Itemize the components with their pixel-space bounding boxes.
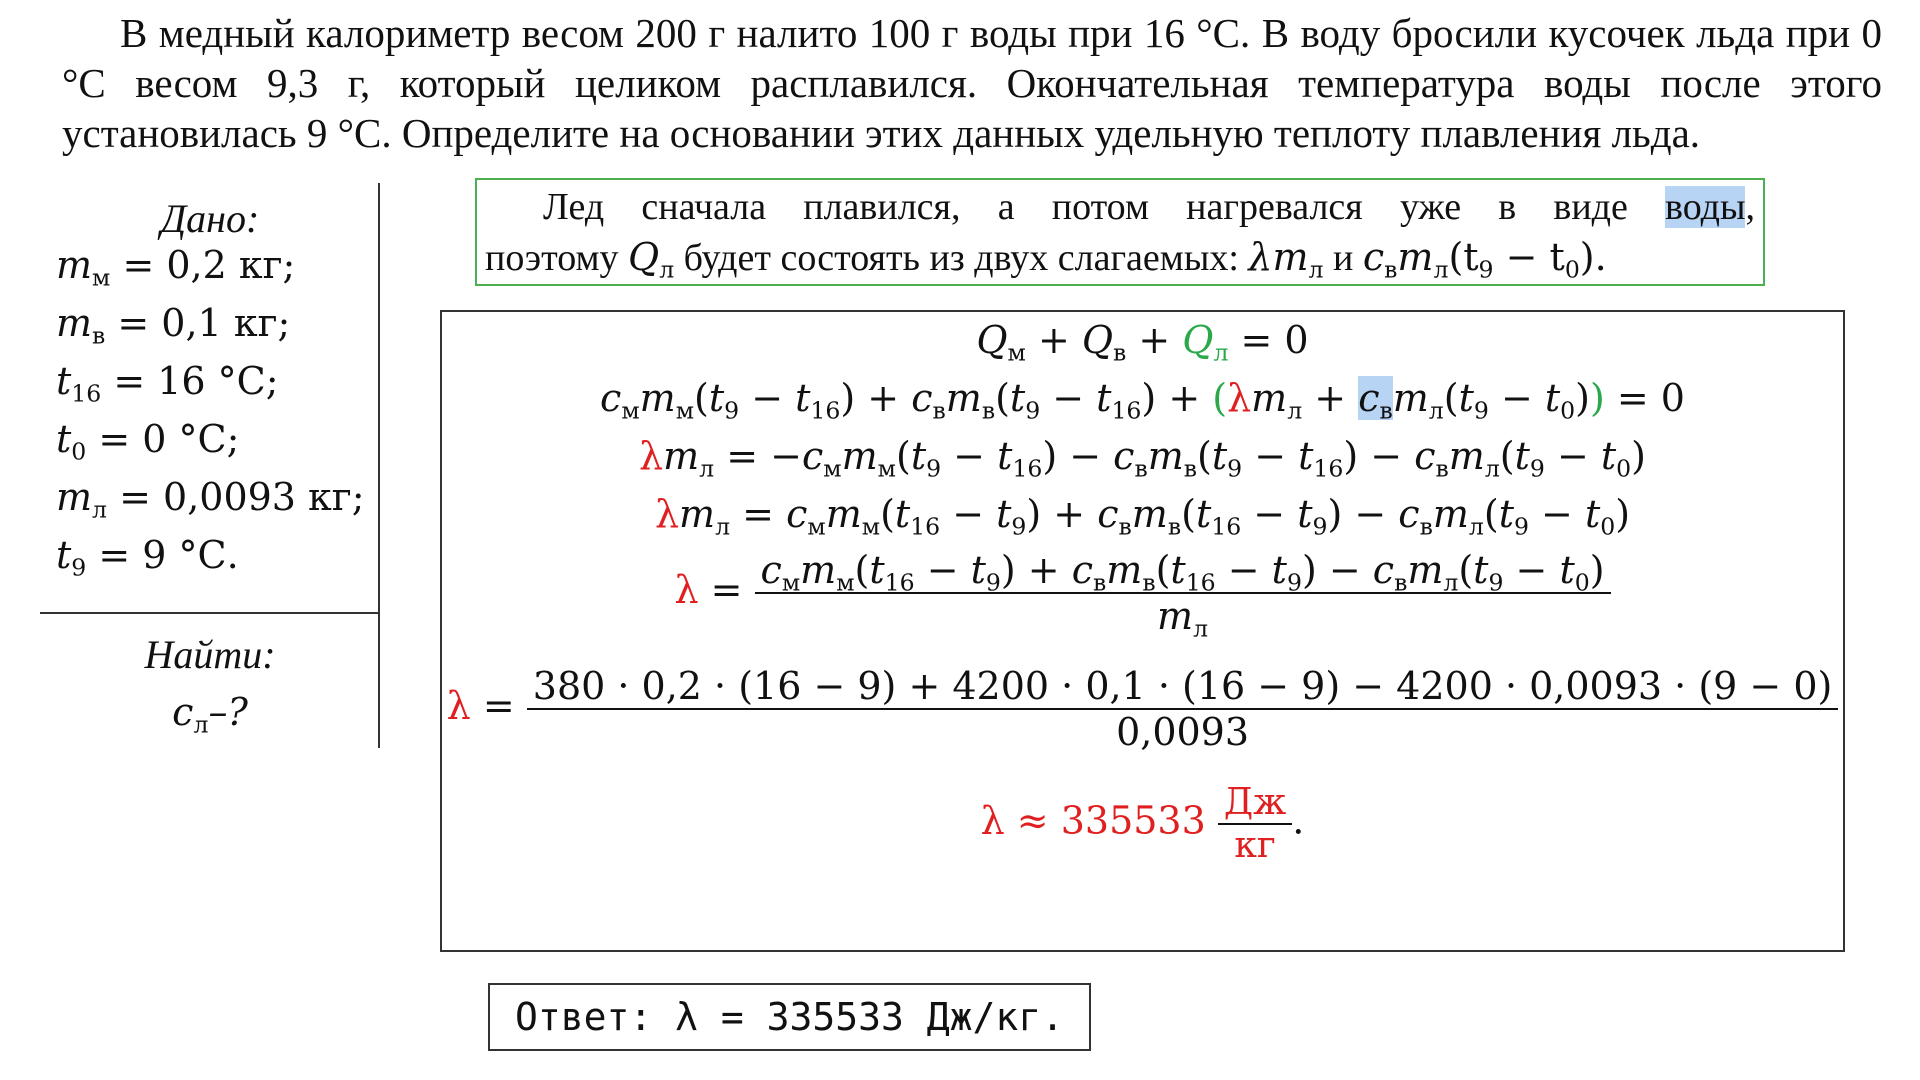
explanation-word: потом: [1051, 186, 1149, 228]
explanation-word: уже: [1399, 186, 1462, 228]
numeric-fraction: 380 · 0,2 · (16 − 9) + 4200 · 0,1 · (16 − 9) − 4200 · 0,0093 · (9 − 0) 0,0093: [527, 664, 1839, 754]
equation-lambda-numbers: λ = 380 · 0,2 · (16 − 9) + 4200 · 0,1 · (16 − 9) − 4200 · 0,0093 · (9 − 0) 0,0093: [442, 664, 1843, 754]
explanation-word-highlighted: воды,: [1665, 186, 1755, 228]
explanation-word: плавился,: [803, 186, 961, 228]
equation-result: λ ≈ 335533 $\frac{Дж}{кг}$ .: [980, 782, 1305, 866]
answer-box: Ответ: λ = 335533 Дж/кг.: [488, 983, 1091, 1051]
explanation-word: Лед: [543, 186, 605, 228]
equation-expanded: $c_мm_м(t_9 - t_{16}) + c_вm_в(t_9 - t_{16}) + (\lambda m_л + c_вm_л(t_9 - t_0)) = 0$: [600, 376, 1685, 425]
given-line-ice-mass: $m_л = 0,0093$ кг;: [56, 475, 365, 524]
explanation-line-2: поэтому $Q_л$ будет состоять из двух слагаемых: $\lambda m_л$ и $c_вm_л(t_9 - t_0)$.: [485, 235, 1607, 284]
given-line-initial-temp: $t_{16} = 16$ °С;: [56, 359, 279, 408]
unit-fraction: $\frac{Дж}{кг}$: [1218, 782, 1292, 866]
formula-fraction: $\frac{c_мm_м(t_{16} - t_9) + c_вm_в(t_{16} - t_9) - c_вm_л(t_9 - t_0)}{m_л}$: [755, 548, 1611, 638]
problem-statement: В медный калориметр весом 200 г налито 100 г воды при 16 °С. В воду бросили кусочек льда при 0 °С весом 9,3 г, который целиком расплавился. Окончательная температура воды после этого установилась 9 °С. Определите на основании этих данных удельную теплоту плавления льда.: [62, 10, 1882, 156]
solution-box: [440, 310, 1845, 952]
given-line-ice-temp: $t_0 = 0$ °С;: [56, 417, 240, 466]
find-item: $c_л-$?: [172, 690, 248, 739]
explanation-word: а: [997, 186, 1015, 228]
given-divider-horizontal: [40, 612, 380, 614]
explanation-word: виде: [1553, 186, 1628, 228]
explanation-box: [475, 178, 1765, 286]
explanation-line-1: [485, 182, 1755, 232]
explanation-word: нагревался: [1186, 186, 1363, 228]
find-title: Найти:: [144, 632, 276, 677]
explanation-word: сначала: [641, 186, 767, 228]
given-title: Дано:: [160, 196, 260, 241]
equation-lambda-formula: λ = $\frac{c_мm_м(t_{16} - t_9) + c_вm_в(t_{16} - t_9) - c_вm_л(t_9 - t_0)}{m_л}$: [442, 548, 1843, 638]
given-line-water-mass: $m_в = 0,1$ кг;: [56, 301, 291, 350]
given-line-final-temp: $t_9 = 9$ °С.: [56, 533, 239, 582]
given-line-copper-mass: $m_м = 0,2$ кг;: [56, 243, 296, 292]
equation-isolate-2: $\lambda m_л = c_мm_м(t_{16} - t_9) + c_вm_в(t_{16} - t_9) - c_вm_л(t_9 - t_0)$: [654, 492, 1631, 541]
equation-isolate-1: $\lambda m_л = -c_мm_м(t_9 - t_{16}) - c_вm_в(t_9 - t_{16}) - c_вm_л(t_9 - t_0)$: [639, 434, 1646, 483]
equation-heat-balance: $Q_м + Q_в + Q_л = 0$: [976, 318, 1309, 367]
given-panel: [40, 183, 380, 748]
explanation-word: в: [1498, 186, 1517, 228]
